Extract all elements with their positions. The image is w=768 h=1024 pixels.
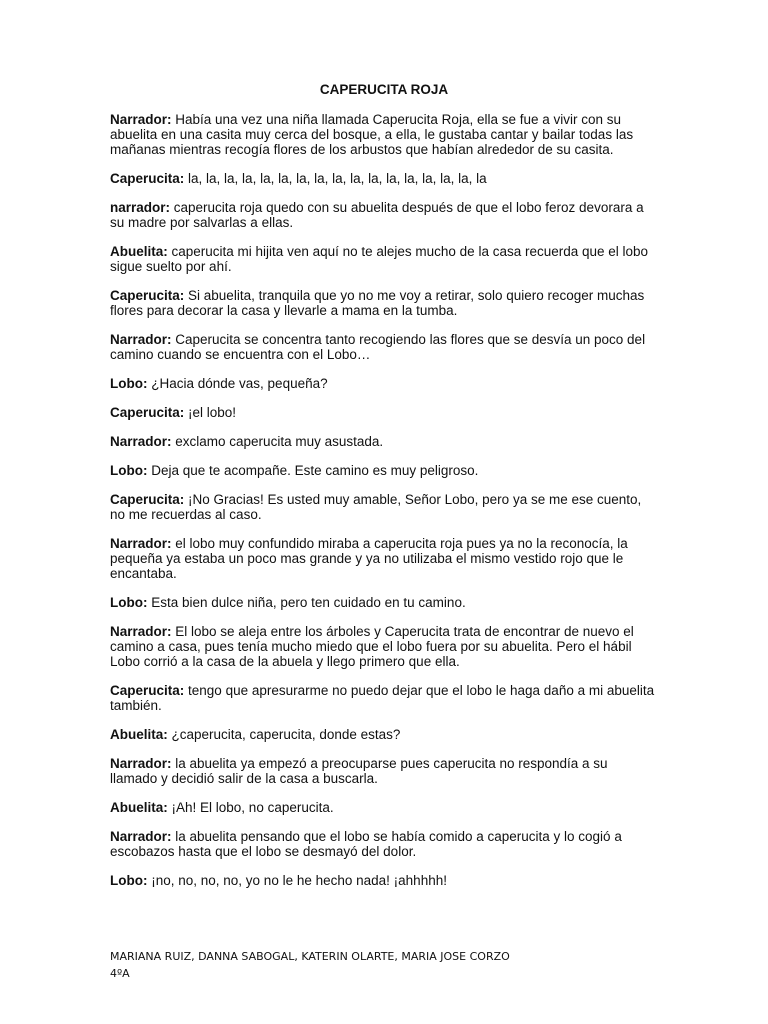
dialogue-text: mañanas mientras recogía flores de los arbustos que habían alrededor de su casita. bbox=[110, 142, 614, 157]
speaker-label: Abuelita: bbox=[110, 244, 168, 259]
dialogue-text: El lobo se aleja entre los árboles y Caperucita trata de encontrar de nuevo el bbox=[171, 624, 634, 639]
dialogue-line bbox=[110, 654, 656, 669]
dialogue-line bbox=[110, 259, 656, 274]
dialogue-line bbox=[110, 639, 656, 654]
dialogue-line bbox=[110, 405, 656, 420]
dialogue-text: pequeña ya estaba un poco mas grande y ya no utilizaba el mismo vestido rojo que le bbox=[110, 551, 624, 566]
dialogue-text: llamado y decidió salir de la casa a buscarla. bbox=[110, 771, 378, 786]
dialogue-line bbox=[110, 698, 656, 713]
dialogue-text: Si abuelita, tranquila que yo no me voy a retirar, solo quiero recoger muchas bbox=[184, 288, 645, 303]
speaker-label: Abuelita: bbox=[110, 800, 168, 815]
dialogue-text: Caperucita se concentra tanto recogiendo las flores que se desvía un poco del bbox=[171, 332, 646, 347]
dialogue-line bbox=[110, 376, 656, 391]
dialogue-line bbox=[110, 800, 656, 815]
speaker-label: Narrador: bbox=[110, 112, 172, 127]
dialogue-paragraph bbox=[110, 756, 656, 786]
dialogue-text: caperucita roja quedo con su abuelita después de que el lobo feroz devorara a bbox=[170, 200, 644, 215]
speaker-label: Narrador: bbox=[110, 332, 172, 347]
dialogue-paragraph bbox=[110, 288, 656, 318]
speaker-label: Lobo: bbox=[110, 873, 148, 888]
speaker-label: Caperucita: bbox=[110, 492, 185, 507]
speaker-label: Caperucita: bbox=[110, 288, 185, 303]
script-body bbox=[110, 112, 656, 902]
dialogue-line bbox=[110, 463, 656, 478]
dialogue-line bbox=[110, 303, 656, 318]
dialogue-text: la abuelita pensando que el lobo se había comido a caperucita y lo cogió a bbox=[171, 829, 622, 844]
dialogue-line bbox=[110, 551, 656, 566]
dialogue-line bbox=[110, 829, 656, 844]
dialogue-text: tengo que apresurarme no puedo dejar que el lobo le haga daño a mi abuelita bbox=[184, 683, 655, 698]
dialogue-paragraph bbox=[110, 829, 656, 859]
dialogue-paragraph bbox=[110, 200, 656, 230]
dialogue-text: Había una vez una niña llamada Caperucita Roja, ella se fue a vivir con su bbox=[171, 112, 622, 127]
footer-grade: 4ºA bbox=[110, 967, 130, 980]
dialogue-text: ¿Hacia dónde vas, pequeña? bbox=[147, 376, 328, 391]
dialogue-paragraph bbox=[110, 595, 656, 610]
dialogue-text: camino cuando se encuentra con el Lobo… bbox=[110, 347, 371, 362]
dialogue-paragraph bbox=[110, 624, 656, 669]
dialogue-line bbox=[110, 595, 656, 610]
dialogue-line bbox=[110, 127, 656, 142]
footer-authors: MARIANA RUIZ, DANNA SABOGAL, KATERIN OLARTE, MARIA JOSE CORZO bbox=[110, 950, 510, 963]
dialogue-line bbox=[110, 566, 656, 581]
dialogue-paragraph bbox=[110, 536, 656, 581]
dialogue-line bbox=[110, 507, 656, 522]
dialogue-line bbox=[110, 332, 656, 347]
dialogue-text: el lobo muy confundido miraba a caperucita roja pues ya no la reconocía, la bbox=[171, 536, 628, 551]
dialogue-paragraph bbox=[110, 873, 656, 888]
dialogue-text: exclamo caperucita muy asustada. bbox=[171, 434, 384, 449]
speaker-label: Lobo: bbox=[110, 376, 148, 391]
dialogue-text: caperucita mi hijita ven aquí no te alejes mucho de la casa recuerda que el lobo bbox=[167, 244, 649, 259]
dialogue-line bbox=[110, 112, 656, 127]
document-footer bbox=[110, 948, 510, 982]
dialogue-line bbox=[110, 171, 656, 186]
dialogue-line bbox=[110, 683, 656, 698]
speaker-label: Caperucita: bbox=[110, 683, 185, 698]
speaker-label: Narrador: bbox=[110, 829, 172, 844]
dialogue-paragraph bbox=[110, 463, 656, 478]
dialogue-text: flores para decorar la casa y llevarle a mama en la tumba. bbox=[110, 303, 458, 318]
dialogue-text: ¡no, no, no, no, yo no le he hecho nada! ¡ahhhhh! bbox=[147, 873, 447, 888]
dialogue-paragraph bbox=[110, 492, 656, 522]
dialogue-paragraph bbox=[110, 244, 656, 274]
dialogue-text: sigue suelto por ahí. bbox=[110, 259, 232, 274]
dialogue-paragraph bbox=[110, 683, 656, 713]
dialogue-text: no me recuerdas al caso. bbox=[110, 507, 262, 522]
dialogue-line bbox=[110, 844, 656, 859]
dialogue-text: Lobo corrió a la casa de la abuela y llego primero que ella. bbox=[110, 654, 460, 669]
dialogue-paragraph bbox=[110, 112, 656, 157]
dialogue-paragraph bbox=[110, 332, 656, 362]
dialogue-text: su madre por salvarlas a ellas. bbox=[110, 215, 294, 230]
speaker-label: Caperucita: bbox=[110, 405, 185, 420]
speaker-label: Abuelita: bbox=[110, 727, 168, 742]
speaker-label: Narrador: bbox=[110, 434, 172, 449]
dialogue-text: encantaba. bbox=[110, 566, 177, 581]
dialogue-text: ¡el lobo! bbox=[184, 405, 237, 420]
dialogue-text: escobazos hasta que el lobo se desmayó del dolor. bbox=[110, 844, 417, 859]
speaker-label: Lobo: bbox=[110, 595, 148, 610]
speaker-label: Narrador: bbox=[110, 624, 172, 639]
dialogue-text: la, la, la, la, la, la, la, la, la, la, la, la, la, la, la, la, la bbox=[184, 171, 487, 186]
dialogue-line bbox=[110, 727, 656, 742]
dialogue-paragraph bbox=[110, 376, 656, 391]
dialogue-text: camino a casa, pues tenía mucho miedo que el lobo fuera por su abuelita. Pero el hábil bbox=[110, 639, 632, 654]
dialogue-line bbox=[110, 756, 656, 771]
speaker-label: Lobo: bbox=[110, 463, 148, 478]
dialogue-text: ¡Ah! El lobo, no caperucita. bbox=[167, 800, 334, 815]
speaker-label: narrador: bbox=[110, 200, 171, 215]
dialogue-line bbox=[110, 771, 656, 786]
dialogue-text: Deja que te acompañe. Este camino es muy peligroso. bbox=[147, 463, 479, 478]
dialogue-line bbox=[110, 215, 656, 230]
document-title: CAPERUCITA ROJA bbox=[319, 82, 449, 97]
dialogue-paragraph bbox=[110, 800, 656, 815]
dialogue-line bbox=[110, 873, 656, 888]
dialogue-line bbox=[110, 434, 656, 449]
dialogue-paragraph bbox=[110, 727, 656, 742]
dialogue-text: la abuelita ya empezó a preocuparse pues caperucita no respondía a su bbox=[171, 756, 608, 771]
speaker-label: Caperucita: bbox=[110, 171, 185, 186]
dialogue-line bbox=[110, 492, 656, 507]
speaker-label: Narrador: bbox=[110, 756, 172, 771]
dialogue-line bbox=[110, 142, 656, 157]
dialogue-line bbox=[110, 244, 656, 259]
dialogue-line bbox=[110, 200, 656, 215]
dialogue-text: abuelita en una casita muy cerca del bosque, a ella, le gustaba cantar y bailar todas las bbox=[110, 127, 634, 142]
speaker-label: Narrador: bbox=[110, 536, 172, 551]
dialogue-line bbox=[110, 624, 656, 639]
dialogue-line bbox=[110, 288, 656, 303]
dialogue-line bbox=[110, 347, 656, 362]
dialogue-paragraph bbox=[110, 405, 656, 420]
dialogue-text: también. bbox=[110, 698, 162, 713]
dialogue-paragraph bbox=[110, 434, 656, 449]
dialogue-line bbox=[110, 536, 656, 551]
dialogue-paragraph bbox=[110, 171, 656, 186]
dialogue-text: Esta bien dulce niña, pero ten cuidado en tu camino. bbox=[147, 595, 466, 610]
dialogue-text: ¿caperucita, caperucita, donde estas? bbox=[167, 727, 401, 742]
dialogue-text: ¡No Gracias! Es usted muy amable, Señor Lobo, pero ya se me ese cuento, bbox=[184, 492, 642, 507]
